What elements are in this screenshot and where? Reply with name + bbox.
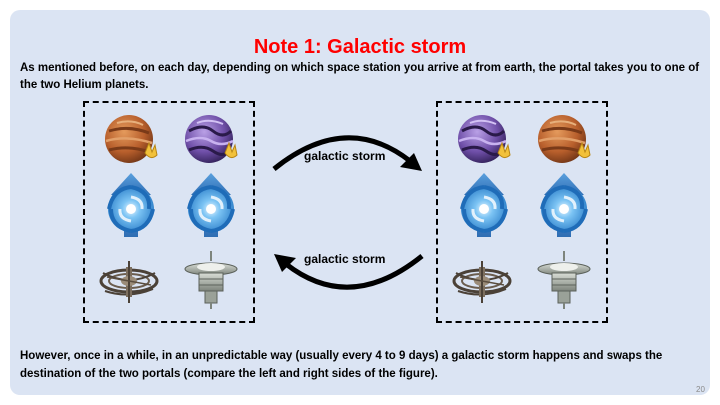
cylinder-space-station-icon bbox=[532, 247, 596, 311]
orange-planet-icon bbox=[532, 109, 596, 173]
purple-planet-icon bbox=[452, 109, 516, 173]
ring-space-station-icon bbox=[446, 247, 518, 311]
orange-planet-icon bbox=[99, 109, 163, 173]
portal-icon bbox=[532, 173, 596, 237]
ring-space-station-icon bbox=[93, 247, 165, 311]
outro-text: However, once in a while, in an unpredictable way (usually every 4 to 9 days) a galactic storm happens and swaps the destination of the two portals (compare the left and right sides of the figure). bbox=[20, 350, 663, 380]
right-portal-panel bbox=[436, 101, 608, 323]
portal-icon bbox=[452, 173, 516, 237]
slide-title: Note 1: Galactic storm bbox=[253, 36, 467, 58]
intro-text: As mentioned before, on each day, depending on which space station you arrive at from earth, the portal takes you to one of the two Helium planets. bbox=[20, 62, 700, 91]
storm-label-bottom: galactic storm bbox=[304, 252, 386, 266]
cylinder-space-station-icon bbox=[179, 247, 243, 311]
left-portal-panel bbox=[83, 101, 255, 323]
portal-icon bbox=[179, 173, 243, 237]
storm-label-top: galactic storm bbox=[304, 149, 386, 163]
page-number: 20 bbox=[696, 385, 705, 394]
portal-icon bbox=[99, 173, 163, 237]
purple-planet-icon bbox=[179, 109, 243, 173]
